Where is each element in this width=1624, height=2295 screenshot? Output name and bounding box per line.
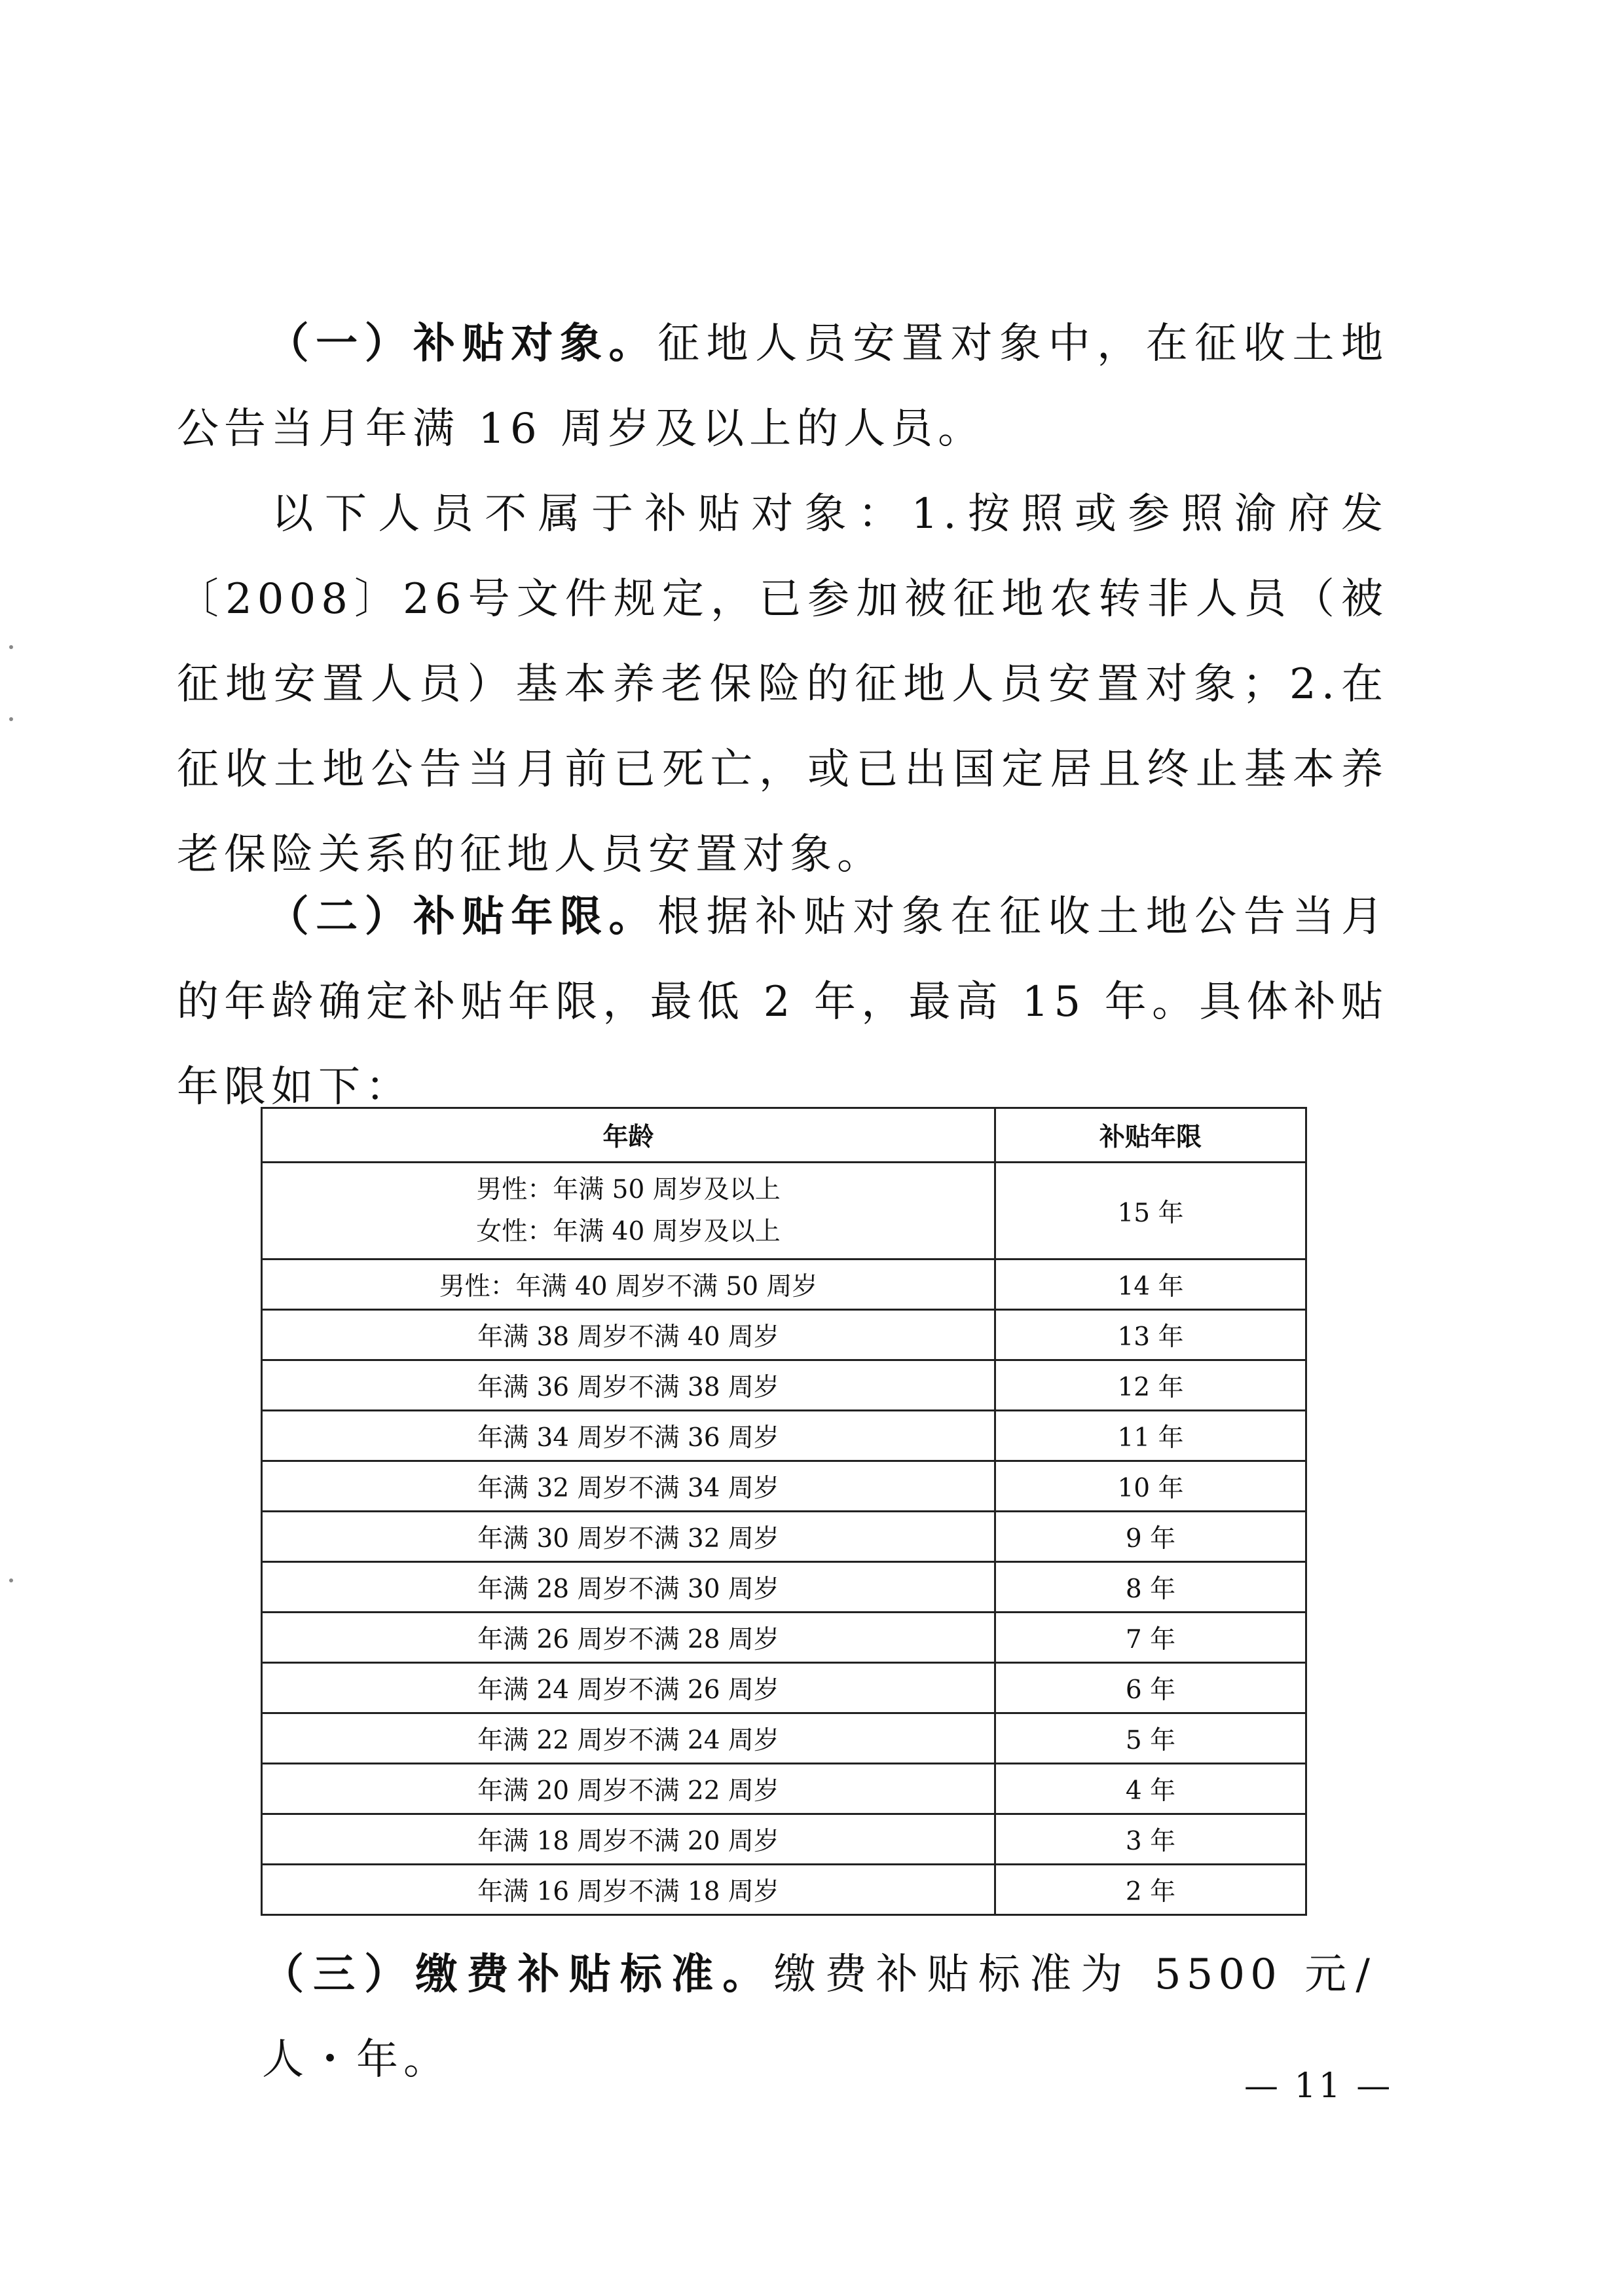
years-cell: 15 年 — [995, 1163, 1306, 1259]
scan-mark — [9, 645, 13, 649]
table-row — [262, 1360, 1306, 1411]
section-2-text: 根据补贴对象在征收土地公告当月的年龄确定补贴年限，最低 2 年，最高 15 年。具体补贴年限如下： — [177, 893, 1389, 1111]
header-age: 年龄 — [262, 1108, 995, 1163]
section-2-heading: （二）补贴年限。 — [265, 892, 658, 941]
age-cell — [262, 1163, 995, 1259]
section-3-heading: （三）缴费补贴标准。 — [262, 1950, 774, 1999]
age-cell: 年满 28 周岁不满 30 周岁 — [262, 1562, 995, 1613]
age-cell: 男性：年满 40 周岁不满 50 周岁 — [262, 1259, 995, 1310]
section-1-heading: （一）补贴对象。 — [265, 319, 658, 368]
header-years: 补贴年限 — [995, 1108, 1306, 1163]
age-cell: 年满 32 周岁不满 34 周岁 — [262, 1461, 995, 1512]
years-cell: 10 年 — [995, 1461, 1306, 1512]
age-cell: 年满 36 周岁不满 38 周岁 — [262, 1360, 995, 1411]
section-3-text: 缴费补贴标准为 5500 元/人・年。 — [262, 1950, 1375, 2084]
years-cell: 2 年 — [995, 1865, 1306, 1915]
table-row — [262, 1663, 1306, 1713]
table-row — [262, 1411, 1306, 1461]
page-number: — 11 — — [1244, 2066, 1393, 2106]
age-cell: 年满 30 周岁不满 32 周岁 — [262, 1512, 995, 1562]
years-cell: 11 年 — [995, 1411, 1306, 1461]
age-cell: 年满 22 周岁不满 24 周岁 — [262, 1713, 995, 1764]
age-cell: 年满 20 周岁不满 22 周岁 — [262, 1764, 995, 1814]
table-row — [262, 1259, 1306, 1310]
table-row — [262, 1512, 1306, 1562]
section-2-paragraph — [177, 874, 1388, 1130]
table-row — [262, 1613, 1306, 1663]
age-cell: 年满 18 周岁不满 20 周岁 — [262, 1814, 995, 1865]
years-cell: 5 年 — [995, 1713, 1306, 1764]
table-row — [262, 1814, 1306, 1865]
table-row — [262, 1310, 1306, 1360]
years-cell: 12 年 — [995, 1360, 1306, 1411]
age-cell: 年满 38 周岁不满 40 周岁 — [262, 1310, 995, 1360]
section-1-paragraph — [177, 301, 1388, 472]
table-row — [262, 1461, 1306, 1512]
age-cell: 年满 34 周岁不满 36 周岁 — [262, 1411, 995, 1461]
table-row — [262, 1865, 1306, 1915]
years-cell: 14 年 — [995, 1259, 1306, 1310]
table-row — [262, 1163, 1306, 1259]
age-male: 男性：年满 50 周岁及以上 — [476, 1174, 781, 1204]
years-cell: 7 年 — [995, 1613, 1306, 1663]
years-cell: 13 年 — [995, 1310, 1306, 1360]
section-1-text: 征地人员安置对象中，在征收土地公告当月年满 16 周岁及以上的人员。 — [177, 320, 1389, 453]
scan-mark — [9, 1578, 13, 1582]
exclusions-paragraph — [177, 472, 1388, 897]
age-female: 女性：年满 40 周岁及以上 — [476, 1216, 781, 1246]
section-3-paragraph — [262, 1932, 1375, 2102]
table-row — [262, 1713, 1306, 1764]
years-cell: 9 年 — [995, 1512, 1306, 1562]
age-cell: 年满 16 周岁不满 18 周岁 — [262, 1865, 995, 1915]
table-header-row — [262, 1108, 1306, 1163]
years-cell: 3 年 — [995, 1814, 1306, 1865]
years-cell: 8 年 — [995, 1562, 1306, 1613]
exclusions-text: 以下人员不属于补贴对象：1.按照或参照渝府发〔2008〕26号文件规定，已参加被征地农转非人员（被征地安置人员）基本养老保险的征地人员安置对象；2.在征收土地公告当月前已死亡，或已出国定居且终止基本养老保险关系的征地人员安置对象。 — [177, 490, 1388, 879]
years-cell: 6 年 — [995, 1663, 1306, 1713]
years-cell: 4 年 — [995, 1764, 1306, 1814]
age-cell: 年满 24 周岁不满 26 周岁 — [262, 1663, 995, 1713]
age-cell: 年满 26 周岁不满 28 周岁 — [262, 1613, 995, 1663]
subsidy-years-table — [261, 1107, 1307, 1916]
table-row — [262, 1562, 1306, 1613]
table-row — [262, 1764, 1306, 1814]
scan-mark — [9, 717, 13, 721]
